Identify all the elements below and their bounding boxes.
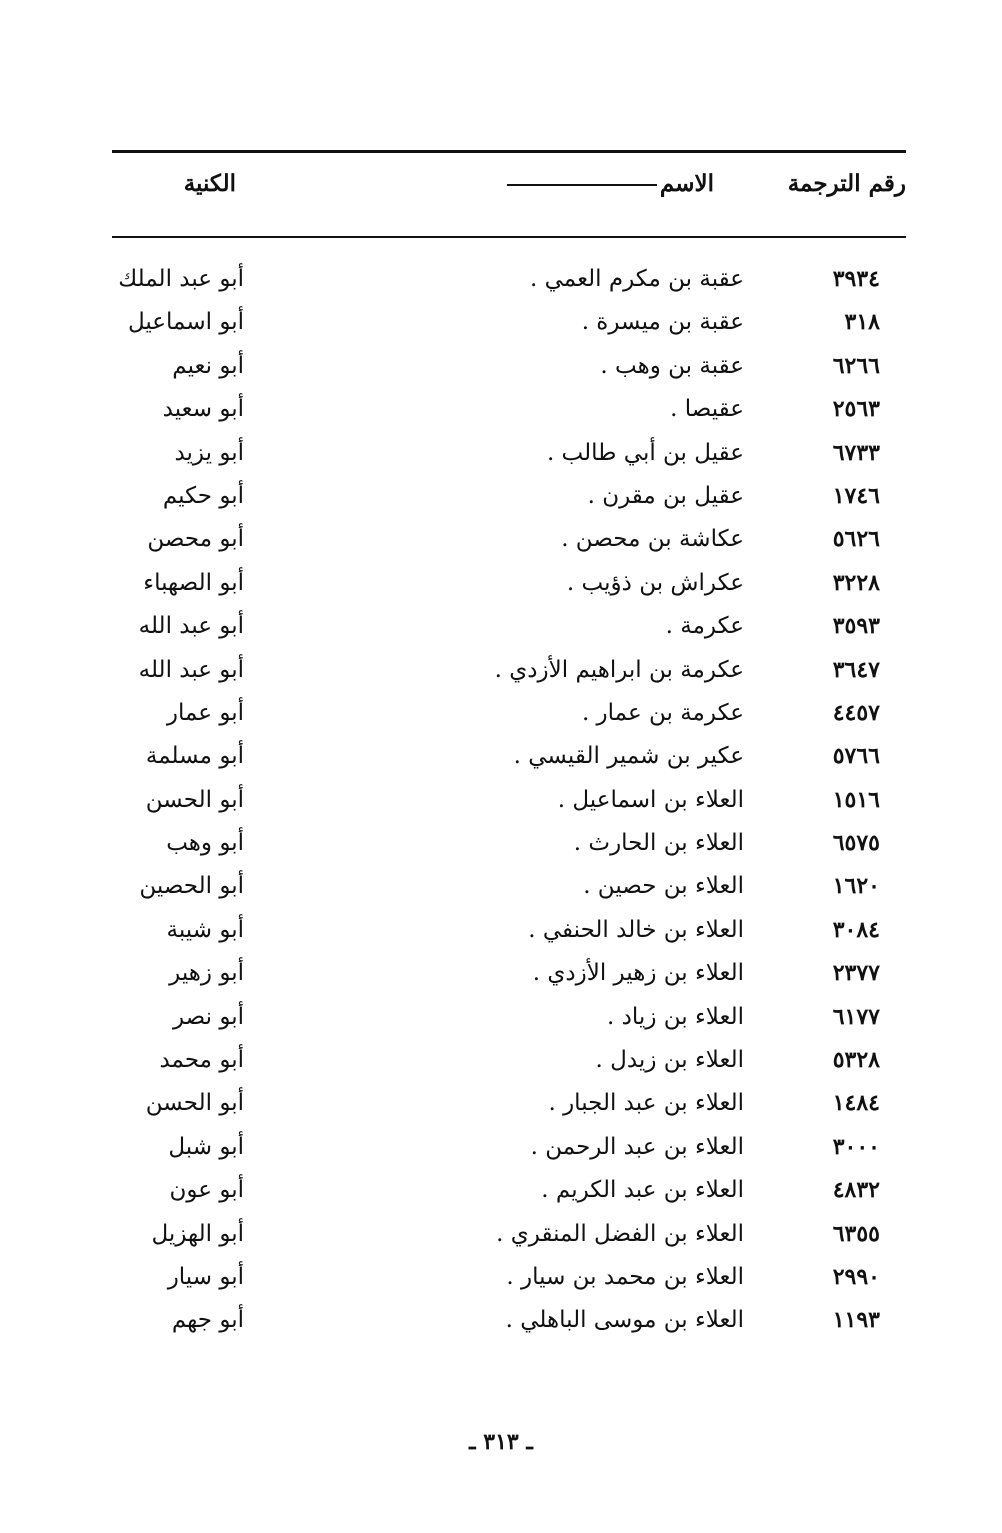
table-row xyxy=(0,997,1002,1040)
entry-kunya: أبو زهير xyxy=(169,960,244,987)
entry-number: ٦٧٣٣ xyxy=(832,439,880,466)
entry-number: ٥٧٦٦ xyxy=(832,743,880,770)
table-row xyxy=(0,519,1002,562)
entry-kunya: أبو شيبة xyxy=(166,916,244,943)
entry-number: ٦٥٧٥ xyxy=(832,830,880,857)
entry-kunya: أبو جهم xyxy=(171,1307,244,1334)
entries-list xyxy=(0,259,1002,1344)
entry-name: العلاء بن زهير الأزدي . xyxy=(532,960,744,987)
entry-name: عقبة بن ميسرة . xyxy=(581,309,744,336)
header-name-text: الاسم xyxy=(659,170,714,197)
header-kunya-label xyxy=(184,166,236,202)
table-row xyxy=(0,1300,1002,1343)
entry-name: عكراش بن ذؤيب . xyxy=(566,569,744,596)
entry-kunya: أبو يزيد xyxy=(174,439,244,466)
entry-number: ١٥١٦ xyxy=(832,786,880,813)
entry-number: ٣٩٣٤ xyxy=(832,266,880,292)
table-row xyxy=(0,1040,1002,1083)
table-row xyxy=(0,650,1002,693)
entry-number: ٣٠٠٠ xyxy=(832,1133,880,1160)
table-row xyxy=(0,823,1002,866)
entry-name: العلاء بن الفضل المنقري . xyxy=(496,1220,744,1247)
entry-kunya: أبو شبل xyxy=(168,1133,244,1160)
entry-name: العلاء بن زيدل . xyxy=(595,1047,744,1074)
entry-number: ٣٠٨٤ xyxy=(832,916,880,943)
entry-kunya: أبو الحسن xyxy=(145,786,244,813)
entry-kunya: أبو نصر xyxy=(172,1003,244,1030)
table-row xyxy=(0,1257,1002,1300)
entry-kunya: أبو الحسن xyxy=(145,1090,244,1117)
entry-name: العلاء بن زياد . xyxy=(607,1003,744,1030)
entry-number: ٦١٧٧ xyxy=(832,1003,880,1030)
table-row xyxy=(0,1127,1002,1170)
entry-number: ٤٨٣٢ xyxy=(832,1177,880,1204)
entry-number: ٦٢٦٦ xyxy=(832,352,880,379)
entry-number: ١٤٨٤ xyxy=(832,1090,880,1117)
page-number: ـ ٣١٣ ـ xyxy=(469,1429,533,1455)
entry-name: العلاء بن اسماعيل . xyxy=(557,786,744,813)
entry-kunya: أبو مسلمة xyxy=(145,743,244,770)
entry-name: العلاء بن محمد بن سيار . xyxy=(506,1263,744,1290)
table-row xyxy=(0,866,1002,909)
entry-kunya: أبو الهزيل xyxy=(151,1220,244,1247)
entry-number: ٢٥٦٣ xyxy=(832,396,880,423)
table-row xyxy=(0,910,1002,953)
entry-name: العلاء بن حصين . xyxy=(583,873,744,900)
entry-name: العلاء بن موسى الباهلي . xyxy=(505,1307,744,1334)
entry-number: ٢٣٧٧ xyxy=(832,960,880,987)
entry-name: العلاء بن عبد الرحمن . xyxy=(530,1133,744,1160)
entry-name: العلاء بن خالد الحنفي . xyxy=(528,916,744,943)
entry-kunya: أبو سيار xyxy=(167,1263,244,1290)
entry-kunya: أبو عون xyxy=(169,1177,244,1204)
entry-name: عقيصا . xyxy=(670,396,744,423)
table-row xyxy=(0,302,1002,345)
header-number-label xyxy=(788,166,906,202)
table-row xyxy=(0,389,1002,432)
table-row xyxy=(0,346,1002,389)
entry-number: ٥٦٢٦ xyxy=(832,526,880,553)
entry-kunya: أبو عبد الله xyxy=(138,613,244,640)
table-row xyxy=(0,476,1002,519)
top-rule xyxy=(112,150,906,153)
header-kunya-text: الكنية xyxy=(183,170,236,197)
entry-name: عقبة بن مكرم العمي . xyxy=(529,266,744,292)
entry-kunya: أبو حكيم xyxy=(162,482,244,509)
header-name-label xyxy=(507,166,714,202)
table-row xyxy=(0,693,1002,736)
entry-kunya: أبو الصهباء xyxy=(143,569,244,596)
entry-number: ١٧٤٦ xyxy=(832,482,880,509)
entry-number: ١٦٢٠ xyxy=(832,873,880,900)
entry-number: ١١٩٣ xyxy=(832,1307,880,1334)
entry-kunya: أبو الحصين xyxy=(139,873,244,900)
entry-number: ٣٦٤٧ xyxy=(832,656,880,683)
entry-number: ٦٣٥٥ xyxy=(832,1220,880,1247)
entry-name: عقبة بن وهب . xyxy=(600,352,744,379)
entry-number: ٣٢٢٨ xyxy=(832,569,880,596)
entry-kunya: أبو سعيد xyxy=(162,396,244,423)
entry-kunya: أبو عبد الله xyxy=(138,656,244,683)
header-rule xyxy=(112,236,906,238)
entry-name: عكير بن شمير القيسي . xyxy=(513,743,744,770)
entry-number: ٢٩٩٠ xyxy=(832,1263,880,1290)
entry-number: ٣٥٩٣ xyxy=(832,613,880,640)
table-row xyxy=(0,606,1002,649)
table-row xyxy=(0,1214,1002,1257)
entry-kunya: أبو عبد الملك xyxy=(118,266,244,292)
table-row xyxy=(0,1083,1002,1126)
entry-number: ٣١٨ xyxy=(844,309,880,336)
table-row xyxy=(0,259,1002,302)
table-row xyxy=(0,780,1002,823)
table-row xyxy=(0,563,1002,606)
entry-number: ٥٣٢٨ xyxy=(832,1047,880,1074)
entry-kunya: أبو محمد xyxy=(159,1047,244,1074)
entry-name: العلاء بن عبد الكريم . xyxy=(541,1177,744,1204)
table-row xyxy=(0,433,1002,476)
entry-name: عقيل بن أبي طالب . xyxy=(546,439,744,466)
entry-name: عكرمة بن عمار . xyxy=(581,699,744,726)
entry-kunya: أبو اسماعيل xyxy=(127,309,244,336)
entry-name: عقيل بن مقرن . xyxy=(587,482,744,509)
entry-kunya: أبو عمار xyxy=(166,699,244,726)
entry-name: عكرمة . xyxy=(665,613,744,640)
header-number-text: رقم الترجمة xyxy=(787,170,906,197)
entry-kunya: أبو نعيم xyxy=(172,352,244,379)
entry-kunya: أبو وهب xyxy=(166,830,244,857)
entry-name: العلاء بن الحارث . xyxy=(573,830,744,857)
entry-name: عكرمة بن ابراهيم الأزدي . xyxy=(494,656,744,683)
table-row xyxy=(0,1170,1002,1213)
entry-name: عكاشة بن محصن . xyxy=(561,526,744,553)
entry-name: العلاء بن عبد الجبار . xyxy=(548,1090,744,1117)
table-row xyxy=(0,953,1002,996)
entry-kunya: أبو محصن xyxy=(147,526,244,553)
entry-number: ٤٤٥٧ xyxy=(832,699,880,726)
table-row xyxy=(0,736,1002,779)
kashida-stretch xyxy=(507,184,657,186)
